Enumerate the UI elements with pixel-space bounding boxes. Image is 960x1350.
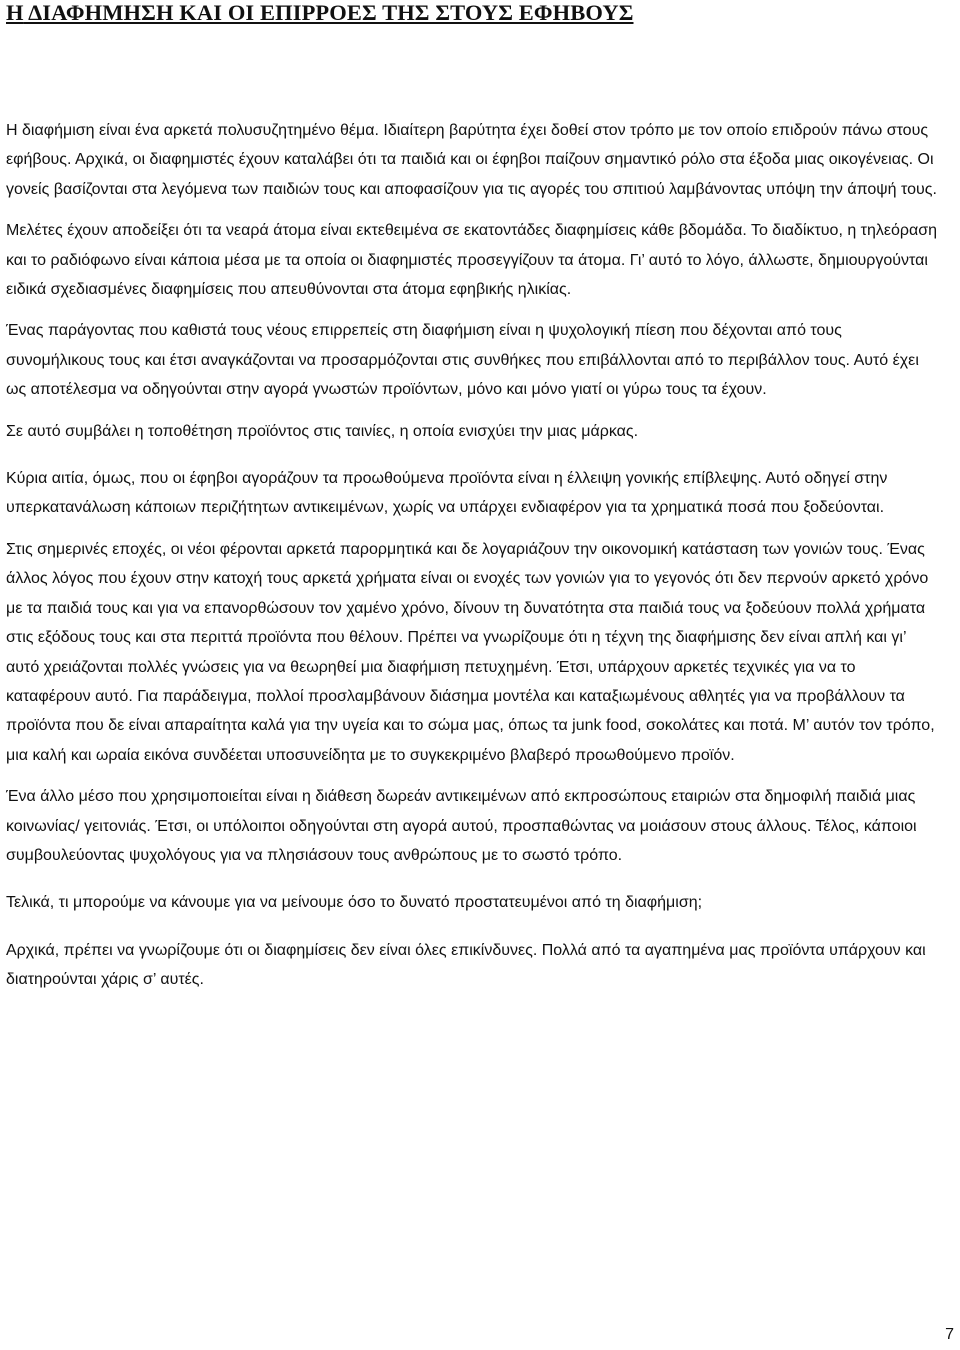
title-first-letter: Η — [6, 0, 24, 25]
paragraph-7: Ένα άλλο μέσο που χρησιμοποιείται είναι η διάθεση δωρεάν αντικειμένων από εκπροσώπους εταιριών στα δημοφιλή παιδιά μιας κοινωνίας/ γειτονιάς. Έτσι, οι υπόλοιποι οδηγούνται στη αγορά αυτού, προσπαθώντας να μοιάσουν στους άλλους. Τέλος, κάποιοι συμβουλεύοντας ψυχολόγους για να πλησιάσουν τους ανθρώπους με το σωστό τρόπο. — [6, 788, 917, 864]
paragraph-5: Κύρια αιτία, όμως, που οι έφηβοι αγοράζουν τα προωθούμενα προϊόντα είναι η έλλειψη γονικής επίβλεψης. Αυτό οδηγεί στην υπερκατανάλωση κάποιων περιζήτητων αντικειμένων, χωρίς να υπάρχει ενδιαφέρον για τα χρηματικά ποσά που ξοδεύονται. — [6, 470, 888, 517]
paragraph-8: Τελικά, τι μπορούμε να κάνουμε για να μείνουμε όσο το δυνατό προστατευμένοι από τη διαφήμιση; — [6, 894, 703, 912]
page-number: 7 — [945, 1326, 954, 1343]
paragraph-4: Σε αυτό συμβάλει η τοποθέτηση προϊόντος στις ταινίες, η οποία ενισχύει την μιας μάρκας. — [6, 422, 639, 440]
paragraph-1: Η διαφήμιση είναι ένα αρκετά πολυσυζητημένο θέμα. Ιδιαίτερη βαρύτητα έχει δοθεί στον τρόπο με τον οποίο επιδρούν πάνω στους εφήβους. Αρχικά, οι διαφημιστές έχουν καταλάβει ότι τα παιδιά και οι έφηβοι παίζουν σημαντικό ρόλο στα έξοδα μιας οικογένειας. Οι γονείς βασίζονται στα λεγόμενα των παιδιών τους και αποφασίζουν για τις αγορές του σπιτιού λαμβάνοντας υπόψη την άποψή τους. — [6, 122, 937, 198]
paragraph-2: Μελέτες έχουν αποδείξει ότι τα νεαρά άτομα είναι εκτεθειμένα σε εκατοντάδες διαφημίσεις κάθε βδομάδα. Το διαδίκτυο, η τηλεόραση και το ραδιόφωνο είναι κάποια μέσα με τα οποία οι διαφημιστές προσεγγίζουν τα άτομα. Γι’ αυτό το λόγο, άλλωστε, δημιουργούνται ειδικά σχεδιασμένες διαφημίσεις που απευθύνονται στα άτομα εφηβικής ηλικίας. — [6, 222, 938, 299]
paragraph-9: Αρχικά, πρέπει να γνωρίζουμε ότι οι διαφημίσεις δεν είναι όλες επικίνδυνες. Πολλά από τα αγαπημένα μας προϊόντα υπάρχουν και διατηρούνται χάρις σ’ αυτές. — [6, 941, 926, 989]
document-body — [6, 116, 941, 995]
title-rest: ΔΙΑΦΗΜΗΣΗ ΚΑΙ ΟΙ ΕΠΙΡΡΟΕΣ ΤΗΣ ΣΤΟΥΣ ΕΦΗΒΟΥΣ — [23, 0, 634, 25]
paragraph-6: Στις σημερινές εποχές, οι νέοι φέρονται αρκετά παρορμητικά και δε λογαριάζουν την οικονομική κατάσταση των γονιών τους. Ένας άλλος λόγος που έχουν στην κατοχή τους αρκετά χρήματα είναι οι ενοχές των γονιών για το γεγονός ότι δεν περνούν αρκετό χρόνο με τα παιδιά τους και για να επανορθώσουν τον χαμένο χρόνο, δίνουν τη δυνατότητα στα παιδιά τους να ξοδεύουν πολλά χρήματα στις εξόδους τους και στα περιττά προϊόντα που θέλουν. Πρέπει να γνωρίζουμε ότι η τέχνη της διαφήμισης δεν είναι απλή και γι’ αυτό χρειάζονται πολλές γνώσεις για να θεωρηθεί μια διαφήμιση πετυχημένη. Έτσι, υπάρχουν αρκετές τεχνικές για να το καταφέρουν αυτό. Για παράδειγμα, πολλοί προσλαμβάνουν διάσημα μοντέλα και καταξιωμένους αθλητές για να προβάλλουν τα προϊόντα που δε είναι απαραίτητα καλά για την υγεία και το σώμα μας, όπως τα junk food, σοκολάτες και ποτά. Μ’ αυτόν τον τρόπο, μια καλή και ωραία εικόνα συνδέεται υποσυνείδητα με το συγκεκριμένο βλαβερό προωθούμενο προϊόν. — [6, 540, 935, 764]
document-title — [6, 0, 946, 26]
paragraph-3: Ένας παράγοντας που καθιστά τους νέους επιρρεπείς στη διαφήμιση είναι η ψυχολογική πίεση που δέχονται από τους συνομήλικους τους και έτσι αναγκάζονται να προσαρμόζονται στις συνθήκες που επιβάλλονται από το περιβάλλον τους. Αυτό έχει ως αποτέλεσμα να οδηγούνται στην αγορά γνωστών προϊόντων, μόνο και μόνο γιατί οι γύρω τους τα έχουν. — [6, 322, 919, 399]
document-page — [6, 0, 946, 989]
